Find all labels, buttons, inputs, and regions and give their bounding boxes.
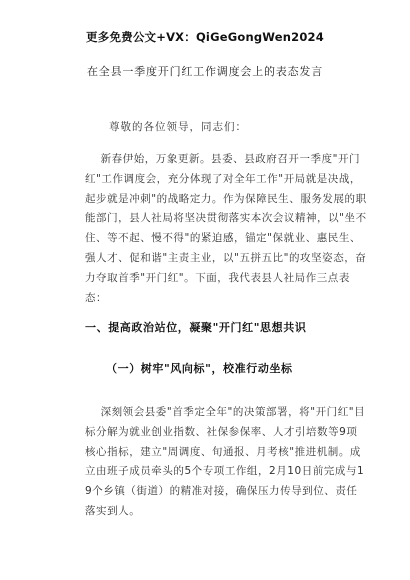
section-heading-1: 一、提高政治站位，凝聚"开门红"思想共识	[85, 321, 307, 334]
salutation: 尊敬的各位领导，同志们：	[109, 121, 247, 133]
body-paragraph-1: 深刻领会县委"首季定全年"的决策部署，将"开门红"目标分解为就业创业指数、社保参保率、人才引培数等9项核心指标，建立"周调度、旬通报、月考核"推进机制。成立由班子成员牵头的5个专项工作组，2月10日前完成与19个乡镇（街道）的精准对接，确保压力传导到位、责任落实到人。	[85, 406, 366, 517]
document-title: 在全县一季度开门红工作调度会上的表态发言	[87, 65, 323, 78]
subsection-heading-1: （一）树牢"风向标"，校准行动坐标	[106, 362, 293, 375]
promo-header: 更多免费公文+VX：QiGeGongWen2024	[86, 30, 324, 44]
intro-paragraph: 新春伊始，万象更新。县委、县政府召开一季度"开门红"工作调度会，充分体现了对全年工作"开局就是决战，起步就是冲刺"的战略定力。作为保障民生、服务发展的职能部门，县人社局将坚决贯彻落实本次会议精神，以"坐不住、等不起、慢不得"的紧迫感，锚定"保就业、惠民生、强人才、促和谐"主责主业，以"五拼五比"的攻坚姿态，奋力夺取首季"开门红"。下面，我代表县人社局作三点表态：	[85, 153, 367, 304]
